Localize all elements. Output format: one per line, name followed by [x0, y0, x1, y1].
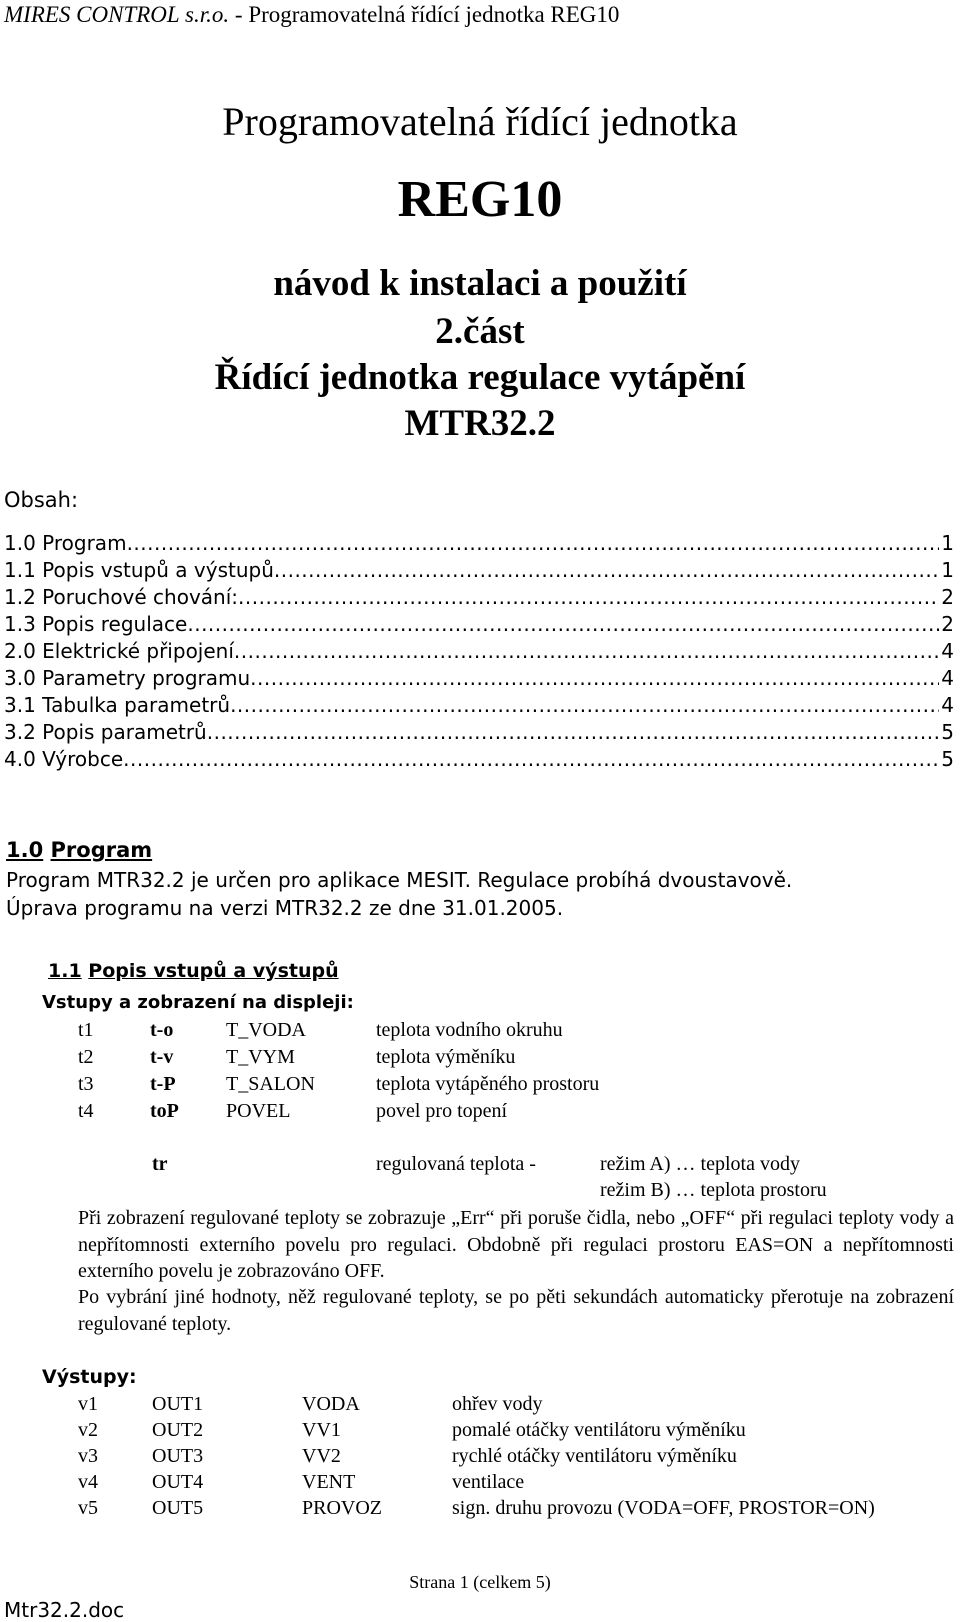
paragraph-display: Při zobrazení regulované teploty se zobrazuje „Err“ při poruše čidla, nebo „OFF“ při regulaci teploty vody a nepřítomnosti externího povelu pro regulaci. Obdobně při regulaci prostoru EAS=ON a nepřítomnosti externího povelu je zobrazováno OFF.: [78, 1207, 954, 1282]
toc-item[interactable]: 1.2 Poruchové chování: ..... 2: [4, 585, 954, 611]
page-header: [4, 2, 619, 28]
toc-item[interactable]: 1.1 Popis vstupů a výstupů ..... 1: [4, 558, 954, 584]
outputs-heading: Výstupy:: [42, 1366, 137, 1388]
toc-item[interactable]: 1.0 Program ..... 1: [4, 531, 954, 557]
footer-page-number: Strana 1 (celkem 5): [409, 1572, 551, 1592]
footer-filename: Mtr32.2.doc: [4, 1598, 125, 1622]
header-company: MIRES CONTROL s.r.o.: [4, 2, 230, 27]
toc-heading: Obsah:: [4, 488, 79, 512]
inputs-heading: Vstupy a zobrazení na displeji:: [42, 992, 354, 1013]
doc-title-line5: Řídící jednotka regulace vytápění: [214, 357, 746, 398]
section-heading-1-1: 1.1 Popis vstupů a výstupů: [48, 960, 339, 982]
doc-title-line1: Programovatelná řídící jednotka: [222, 99, 738, 144]
doc-title-line3: návod k instalaci a použití: [273, 263, 687, 304]
toc-item[interactable]: 3.2 Popis parametrů ..... 5: [4, 720, 954, 746]
section1-line1: Program MTR32.2 je určen pro aplikace MESIT. Regulace probíhá dvoustavově.: [6, 868, 793, 892]
toc-item[interactable]: 1.3 Popis regulace ..... 2: [4, 612, 954, 638]
toc-item[interactable]: 3.1 Tabulka parametrů ..... 4: [4, 693, 954, 719]
toc-item[interactable]: 4.0 Výrobce ..... 5: [4, 747, 954, 773]
header-separator: -: [229, 2, 249, 27]
paragraph-rotate: Po vybrání jiné hodnoty, něž regulované teploty, se po pěti sekundách automaticky přerotuje na zobrazení regulované teploty.: [78, 1286, 954, 1335]
doc-title-line6: MTR32.2: [404, 403, 556, 444]
section1-line2: Úprava programu na verzi MTR32.2 ze dne 31.01.2005.: [6, 896, 564, 920]
toc-item[interactable]: 3.0 Parametry programu ..... 4: [4, 666, 954, 692]
section-heading-1-0: 1.0 Program: [6, 838, 153, 862]
toc-item[interactable]: 2.0 Elektrické připojení ..... 4: [4, 639, 954, 665]
doc-title-line2: REG10: [397, 171, 563, 228]
header-subtitle: Programovatelná řídící jednotka REG10: [248, 2, 620, 27]
doc-title-line4: 2.část: [435, 311, 525, 352]
